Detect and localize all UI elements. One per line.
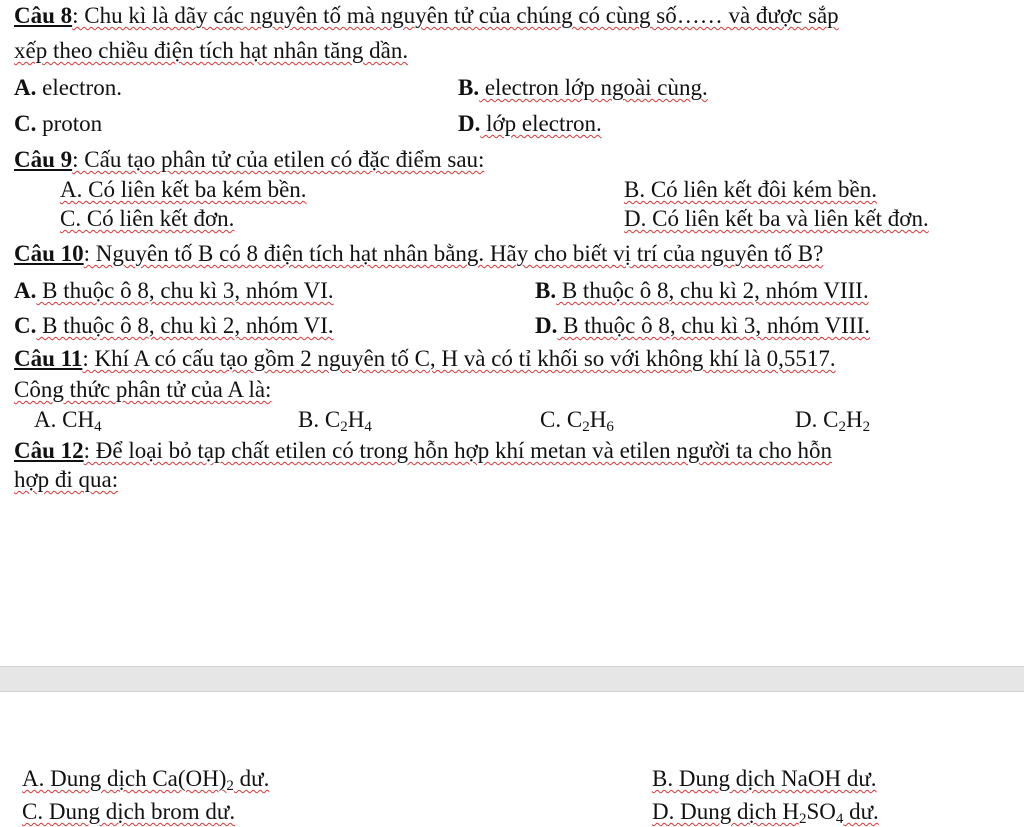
q11-b-sub2: 4 (364, 419, 372, 435)
q8-stem-text1: : Chu kì là dãy các nguyên tố mà nguyên tử của chúng có cùng số…… và được sắp (72, 3, 839, 28)
q9-stem-text: : Cấu tạo phân tử của etilen có đặc điểm sau: (72, 147, 485, 172)
q8-option-b (458, 74, 708, 102)
q10-c-text: B thuộc ô 8, chu kì 2, nhóm VI. (36, 313, 334, 338)
q9-b-text: B. Có liên kết đôi kém bền. (624, 177, 877, 202)
q8-b-key: B. (458, 75, 480, 100)
q10-option-c (14, 312, 334, 340)
q12-label: Câu 12 (14, 438, 84, 463)
q11-option-a (34, 406, 102, 434)
q8-d-text: lớp electron. (480, 111, 602, 136)
q12-stem-line2 (14, 466, 118, 494)
q11-stem-line2 (14, 376, 271, 404)
q11-d-mid: H (845, 407, 863, 432)
q10-label: Câu 10 (14, 241, 84, 266)
q10-stem-text: : Nguyên tố B có 8 điện tích hạt nhân bằng. Hãy cho biết vị trí của nguyên tố B? (83, 241, 824, 266)
q8-option-d (458, 110, 602, 138)
q12-option-d (652, 798, 879, 826)
q10-b-text: B thuộc ô 8, chu kì 2, nhóm VIII. (556, 278, 869, 303)
q8-c-key: C. (14, 111, 37, 136)
q8-label: Câu 8 (14, 3, 73, 28)
q12-option-b (652, 765, 877, 793)
page-break-divider (0, 666, 1024, 692)
q11-c-sub1: 2 (582, 419, 590, 435)
q11-a-sub: 4 (94, 419, 102, 435)
q9-label: Câu 9 (14, 147, 73, 172)
q12-d-post: dư. (843, 799, 879, 824)
q10-option-a (14, 277, 334, 305)
q10-b-key: B. (535, 278, 557, 303)
q9-a-text: A. Có liên kết ba kém bền. (60, 177, 307, 202)
q8-d-key: D. (458, 111, 481, 136)
q12-a-pre: A. Dung dịch Ca(OH) (22, 766, 227, 791)
q11-d-sub2: 2 (862, 419, 871, 435)
q11-b-mid: H (347, 407, 365, 432)
q10-stem (14, 240, 823, 268)
q10-a-key: A. (14, 278, 37, 303)
q8-a-text: electron. (36, 75, 122, 100)
q12-b-text: B. Dung dịch NaOH dư. (652, 766, 877, 791)
q8-stem-text2: xếp theo chiều điện tích hạt nhân tăng dần. (14, 38, 409, 63)
q11-stem-line1 (14, 345, 836, 373)
q10-a-text: B thuộc ô 8, chu kì 3, nhóm VI. (36, 278, 334, 303)
q12-option-c (22, 798, 235, 826)
q8-stem-line1 (14, 2, 839, 30)
q9-stem (14, 146, 484, 174)
q10-d-text: B thuộc ô 8, chu kì 3, nhóm VIII. (557, 313, 870, 338)
q11-stem-text1: : Khí A có cấu tạo gồm 2 nguyên tố C, H và có tỉ khối so với không khí là 0,5517. (82, 346, 836, 371)
q9-c-text: C. Có liên kết đơn. (60, 206, 235, 231)
q8-stem-line2 (14, 37, 408, 65)
q12-d-sub1: 2 (798, 811, 807, 827)
q11-option-d (795, 406, 870, 434)
q11-d-sub1: 2 (838, 419, 846, 435)
q11-c-sub2: 6 (606, 419, 614, 435)
q12-c-text: C. Dung dịch brom dư. (22, 799, 236, 824)
q10-option-d (535, 312, 870, 340)
q8-a-key: A. (14, 75, 37, 100)
q12-stem-text1: : Để loại bỏ tạp chất etilen có trong hỗn hợp khí metan và etilen người ta cho hỗn (83, 438, 832, 463)
q9-option-a (60, 176, 307, 204)
q12-stem-line1 (14, 437, 832, 465)
q9-d-text: D. Có liên kết ba và liên kết đơn. (624, 206, 929, 231)
q12-stem-text2: hợp đi qua: (14, 467, 119, 492)
q12-d-sub2: 4 (835, 811, 844, 827)
q8-b-text: electron lớp ngoài cùng. (479, 75, 708, 100)
q8-c-text: proton (36, 111, 103, 136)
q9-option-b (624, 176, 877, 204)
q10-option-b (535, 277, 869, 305)
q11-b-key: B. C (298, 407, 341, 432)
q10-d-key: D. (535, 313, 558, 338)
q11-label: Câu 11 (14, 346, 83, 371)
q11-option-c (540, 406, 614, 434)
q11-d-key: D. C (795, 407, 839, 432)
q9-option-d (624, 205, 929, 233)
q11-a-key: A. CH (34, 407, 95, 432)
q11-option-b (298, 406, 372, 434)
q8-option-c (14, 110, 102, 138)
q11-b-sub1: 2 (340, 419, 348, 435)
q10-c-key: C. (14, 313, 37, 338)
q11-c-mid: H (589, 407, 607, 432)
q12-d-pre: D. Dung dịch H (652, 799, 799, 824)
q12-option-a (22, 765, 269, 793)
q11-c-key: C. C (540, 407, 583, 432)
q12-a-post: dư. (233, 766, 270, 791)
q12-d-mid: SO (806, 799, 836, 824)
q9-option-c (60, 205, 234, 233)
q8-option-a (14, 74, 122, 102)
q12-a-sub: 2 (226, 778, 234, 794)
q11-stem-text2: Công thức phân tử của A là: (14, 377, 272, 402)
